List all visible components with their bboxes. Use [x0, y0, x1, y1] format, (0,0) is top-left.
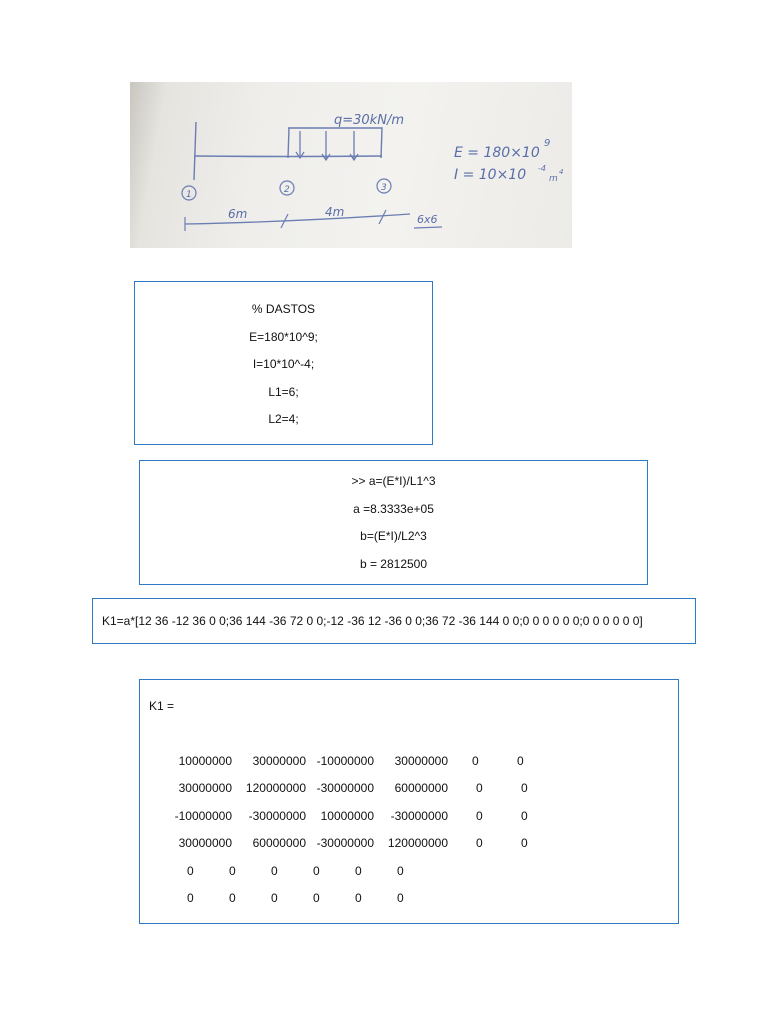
code-line: b=(E*I)/L2^3	[360, 529, 427, 543]
e-value-label: E = 180×10	[454, 145, 540, 161]
matrix-cell: 60000000	[252, 836, 306, 850]
code-line: L2=4;	[268, 412, 299, 426]
dimension-line	[185, 214, 410, 224]
span-1-label: 6m	[228, 207, 248, 221]
code-line: b = 2812500	[359, 556, 428, 571]
matrix-cell: 0	[397, 891, 404, 905]
matrix-cell: 0	[313, 891, 320, 905]
matrix-cell: 0	[355, 891, 362, 905]
beam-sketch-photo	[130, 82, 572, 248]
e-exponent: 9	[544, 138, 551, 149]
node-1-label: 1	[186, 190, 192, 200]
matrix-cell: 0	[517, 754, 524, 768]
matrix-cell: 30000000	[252, 754, 306, 768]
code-line: I=10*10^-4;	[252, 357, 315, 371]
matrix-row	[140, 891, 678, 907]
matrix-cell: -30000000	[316, 836, 374, 850]
matrix-cell: 30000000	[394, 754, 448, 768]
i-exponent: -4	[538, 164, 546, 173]
matrix-cell: 60000000	[394, 781, 448, 795]
matrix-row	[140, 781, 678, 797]
matrix-cell: 0	[229, 864, 236, 878]
i-value-label: I = 10×10	[454, 167, 527, 183]
matrix-cell: 0	[476, 836, 483, 850]
matrix-cell: 0	[271, 864, 278, 878]
matrix-cell: 0	[521, 836, 528, 850]
load-label: q=30kN/m	[334, 113, 404, 128]
k1-output-label: K1 =	[149, 699, 175, 713]
matrix-row	[140, 864, 678, 880]
matrix-cell: 0	[397, 864, 404, 878]
matrix-cell: 120000000	[245, 781, 306, 795]
matrix-row	[140, 836, 678, 852]
i-unit: m	[549, 174, 558, 184]
matrix-cell: 0	[229, 891, 236, 905]
matrix-cell: 30000000	[178, 836, 232, 850]
matrix-cell: 10000000	[320, 809, 374, 823]
k1-matrix-output-box	[139, 679, 679, 924]
matrix-cell: 0	[521, 809, 528, 823]
code-line: >> a=(E*I)/L1^3	[351, 474, 436, 488]
k1-definition-box	[92, 598, 696, 644]
matrix-cell: 0	[355, 864, 362, 878]
k1-definition-text: K1=a*[12 36 -12 36 0 0;36 144 -36 72 0 0;-12 -36 12 -36 0 0;36 72 -36 144 0 0;0 0 0 0 0 0;0 0 0 0 0 0]	[102, 614, 643, 628]
matrix-cell: 0	[521, 781, 528, 795]
coefficient-calculation-box	[139, 460, 648, 585]
matrix-size-label: 6x6	[417, 213, 438, 226]
i-unit-exponent: 4	[559, 168, 564, 176]
code-line: % DASTOS	[251, 302, 316, 316]
data-definitions-box	[134, 281, 433, 445]
code-line: a =8.3333e+05	[353, 501, 434, 516]
span-2-label: 4m	[325, 205, 345, 219]
matrix-cell: 0	[476, 781, 483, 795]
matrix-cell: -10000000	[316, 754, 374, 768]
matrix-cell: 0	[476, 809, 483, 823]
matrix-cell: 10000000	[178, 754, 232, 768]
beam-sketch-drawing	[130, 82, 572, 248]
matrix-cell: 0	[187, 891, 194, 905]
matrix-cell: 120000000	[387, 836, 448, 850]
matrix-cell: -30000000	[316, 781, 374, 795]
load-box	[288, 128, 382, 158]
left-support-line	[194, 122, 196, 180]
node-3-label: 3	[381, 183, 387, 193]
matrix-cell: 0	[313, 864, 320, 878]
matrix-cell: 0	[271, 891, 278, 905]
matrix-cell: 0	[472, 754, 479, 768]
code-line: E=180*10^9;	[249, 329, 318, 344]
matrix-cell: 30000000	[178, 781, 232, 795]
matrix-row	[140, 809, 678, 825]
matrix-cell: 0	[187, 864, 194, 878]
matrix-cell: -10000000	[174, 809, 232, 823]
matrix-cell: -30000000	[248, 809, 306, 823]
matrix-row	[140, 754, 678, 770]
code-line: L1=6;	[268, 384, 299, 399]
matrix-cell: -30000000	[390, 809, 448, 823]
node-2-label: 2	[284, 185, 290, 195]
